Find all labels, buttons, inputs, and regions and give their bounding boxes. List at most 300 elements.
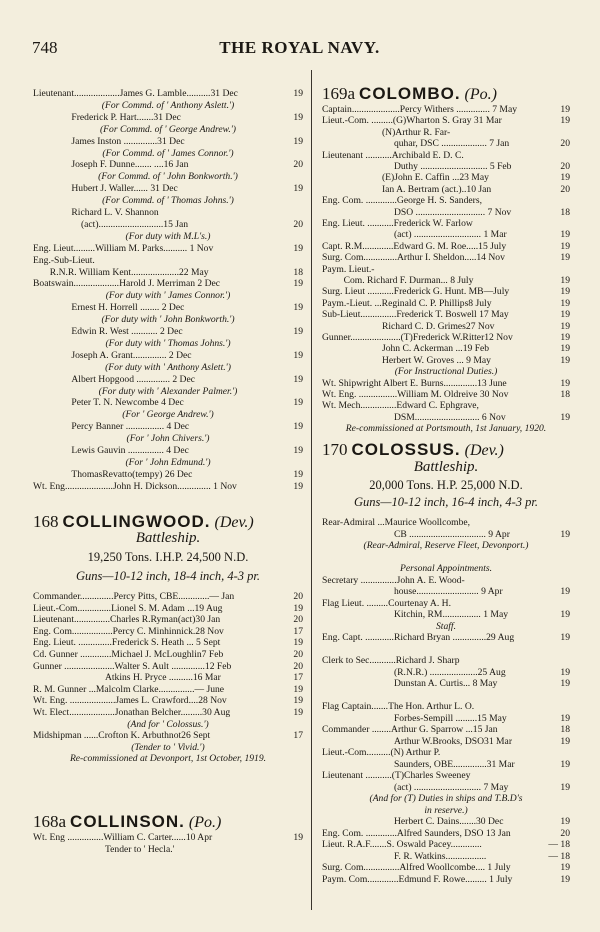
list-item <box>322 563 570 574</box>
entry-year: 19 <box>560 309 570 321</box>
list-item <box>33 421 303 432</box>
entry-text: Surg. Com..............Arthur I. Sheldon.....14 Nov <box>322 252 505 264</box>
list-item <box>322 115 570 126</box>
note-text: Re-commissioned at Portsmouth, 1st January, 1920. <box>345 423 547 435</box>
entry-text: Paym.-Lieut. ...Reginald C. P. Phillips8 July <box>322 297 492 309</box>
entry-text: Lieutenant...............Charles R.Ryman(act)30 Jan <box>33 614 221 626</box>
list-item <box>322 321 570 332</box>
entry-text: (E)John E. Caffin ...23 May <box>322 172 489 184</box>
entry-text: Kitchin, RM................ 1 May <box>322 609 509 620</box>
entry-text: Captain....................Percy Withers .............. 7 May <box>322 104 518 115</box>
entry-text: DSO ............................. 7 Nov <box>322 206 512 218</box>
list-item <box>33 124 303 135</box>
list-item <box>322 229 570 240</box>
section-heading-colombo: 169a COLOMBO. (Po.) <box>322 84 497 103</box>
entry-text: Commander..............Percy Pitts, CBE.............— Jan <box>33 591 235 602</box>
note-text: Staff. <box>436 620 456 632</box>
list-item <box>33 707 303 718</box>
entry-text: Lieutenant...................James G. Lamble..........31 Dec <box>33 88 238 99</box>
entry-text: Eng. Com.................Percy C. Minhinnick.28 Nov <box>33 625 224 637</box>
note-text: in reserve.) <box>424 804 468 816</box>
note-text: (And for ' Colossus.') <box>127 718 209 730</box>
list-item <box>33 409 303 420</box>
list-item <box>322 862 570 873</box>
list-item <box>33 100 303 111</box>
list-item <box>33 730 303 741</box>
entry-year: 19 <box>560 862 570 873</box>
entry-text: Sub-Lieut...............Frederick T. Boswell 17 May <box>322 309 509 321</box>
list-item <box>33 374 303 385</box>
entry-text: Peter T. N. Newcombe 4 Dec <box>33 397 184 409</box>
list-item <box>33 267 303 278</box>
entry-year: 19 <box>560 758 570 770</box>
entry-year: 18 <box>560 206 570 218</box>
list-item <box>33 457 303 468</box>
list-item <box>322 207 570 218</box>
note-text: (For Commd. of ' George Andrew.') <box>99 123 236 135</box>
entry-text: Wt. Elect...................Jonathan Belcher.........30 Aug <box>33 707 231 718</box>
entry-year: 19 <box>560 781 570 793</box>
list-item <box>33 314 303 325</box>
entry-year: 18 <box>293 266 303 278</box>
note-text: Re-commissioned at Devonport, 1st October, 1919. <box>69 753 267 765</box>
entry-year: 19 <box>560 632 570 643</box>
entry-year: 19 <box>560 252 570 264</box>
entry-year: 19 <box>293 278 303 290</box>
entry-text: (N)Arthur R. Far- <box>322 126 451 138</box>
entry-year: 20 <box>293 614 303 626</box>
list-item <box>322 264 570 275</box>
entry-year: 19 <box>293 302 303 314</box>
list-item <box>33 302 303 313</box>
entry-year: 19 <box>560 240 570 252</box>
entry-year: 19 <box>293 468 303 480</box>
entry-text: Wt. Eng....................John H. Dickson.............. 1 Nov <box>33 480 237 492</box>
entry-text: Frederick P. Hart.......31 Dec <box>33 111 181 123</box>
note-text: (For ' John Edmund.') <box>125 456 211 468</box>
entry-text: Cd. Gunner .............Michael J. McLoughlin7 Feb <box>33 649 224 660</box>
ship-specs-guns: Guns—10-12 inch, 18-4 inch, 4-3 pr. <box>75 569 260 583</box>
note-text: (For Commd. of ' James Connor.') <box>102 147 234 159</box>
ship-specs-tonnage: 19,250 Tons. I.H.P. 24,500 N.D. <box>87 550 249 564</box>
list-item <box>322 184 570 195</box>
entry-text: Lieutenant ...........Archibald E. D. C. <box>322 149 464 161</box>
list-item <box>322 195 570 206</box>
list-item <box>322 724 570 735</box>
entry-year: 19 <box>560 229 570 241</box>
ship-type: Battleship. <box>413 459 479 475</box>
entry-text: (act)...........................15 Jan <box>33 218 189 230</box>
note-text: (For duty with ' Alexander Palmer.') <box>98 385 238 397</box>
list-item <box>322 816 570 827</box>
entry-text: Richard C. D. Grimes27 Nov <box>322 320 495 332</box>
list-item <box>33 326 303 337</box>
list-item <box>33 243 303 254</box>
list-item <box>322 609 570 620</box>
list-item <box>322 621 570 632</box>
entry-text: (R.N.R.) ....................25 Aug <box>322 666 506 678</box>
entry-year: 19 <box>560 343 570 355</box>
list-item <box>33 672 303 683</box>
entry-text: house.......................... 9 Apr <box>322 586 503 597</box>
list-item <box>322 540 570 551</box>
entry-year: 19 <box>560 115 570 127</box>
list-item <box>322 355 570 366</box>
entry-year: 19 <box>560 297 570 309</box>
note-text: (For duty with M.L's.) <box>125 230 211 242</box>
entry-year: 19 <box>560 411 570 423</box>
list-item <box>33 753 303 764</box>
entry-year: 19 <box>293 602 303 614</box>
list-item <box>33 603 303 614</box>
entry-year: 18 <box>560 724 570 735</box>
entry-text: Capt. R.M.............Edward G. M. Roe.....15 July <box>322 240 507 252</box>
entry-text: Edwin R. West ........... 2 Dec <box>33 326 183 337</box>
entry-year: 17 <box>293 625 303 637</box>
list-item <box>322 218 570 229</box>
entry-text: Surg. Com...............Alfred Woollcombe.... 1 July <box>322 862 511 873</box>
entry-year: 19 <box>560 286 570 298</box>
list-item <box>322 793 570 804</box>
note-text: (For Commd. of ' Anthony Aslett.') <box>101 99 235 111</box>
entry-text: Wt. Eng. ................William M. Oldreive 30 Nov <box>322 389 509 400</box>
ship-specs-guns: Guns—10-12 inch, 16-4 inch, 4-3 pr. <box>353 495 538 509</box>
entry-text: Eng. Lieut. ...........Frederick W. Farlow <box>322 218 473 229</box>
entry-year: 19 <box>293 832 303 843</box>
entry-year: 19 <box>560 666 570 678</box>
page-title: THE ROYAL NAVY. <box>219 38 380 57</box>
entry-text: Joseph A. Grant.............. 2 Dec <box>33 349 192 361</box>
list-item <box>322 851 570 862</box>
entry-text: Midshipman ......Crofton K. Arbuthnot26 Sept <box>33 730 211 742</box>
entry-text: Lewis Gauvin ............... 4 Dec <box>33 445 189 456</box>
entry-text: CB ................................ 9 Apr <box>322 528 510 540</box>
entry-text: Joseph F. Dunne....... ....16 Jan <box>33 159 189 171</box>
section-heading-collingwood: 168 COLLINGWOOD. (Dev.) <box>33 512 254 531</box>
entry-year: 19 <box>560 735 570 747</box>
list-item <box>322 241 570 252</box>
entry-year: — 18 <box>548 839 570 850</box>
entry-year: 19 <box>560 354 570 366</box>
list-item <box>322 400 570 411</box>
entry-text: Commander ........Arthur G. Sparrow ...15 Jan <box>322 724 498 735</box>
list-item <box>322 667 570 678</box>
list-item <box>322 517 570 528</box>
entry-text: R.N.R. William Kent....................22 May <box>33 266 209 278</box>
list-item <box>322 736 570 747</box>
list-item <box>322 644 570 655</box>
entry-year: — 18 <box>548 850 570 862</box>
list-item <box>322 378 570 389</box>
list-item <box>322 678 570 689</box>
entry-text: Herbert W. Groves ... 9 May <box>322 354 491 366</box>
list-item <box>33 445 303 456</box>
list-item <box>322 874 570 885</box>
section-heading-collinson: 168a COLLINSON. (Po.) <box>33 812 222 831</box>
list-item <box>33 136 303 147</box>
list-item <box>33 183 303 194</box>
entry-text: Wt. Mech...............Edward C. Ephgrave, <box>322 400 479 412</box>
list-item <box>322 172 570 183</box>
list-item <box>322 805 570 816</box>
entry-text: Eng. Lieut. ..............Frederick S. Heath ... 5 Sept <box>33 637 221 649</box>
list-item <box>33 832 303 843</box>
entry-year: 19 <box>560 332 570 343</box>
list-item <box>33 148 303 159</box>
entry-text: Lieut. R.A.F.......S. Oswald Pacey............. <box>322 839 482 850</box>
page-header <box>32 38 567 62</box>
list-item <box>322 529 570 540</box>
entry-year: 19 <box>293 637 303 649</box>
entry-text: Secretary ...............John A. E. Wood- <box>322 574 465 586</box>
list-item <box>322 713 570 724</box>
list-item <box>322 770 570 781</box>
entry-year: 19 <box>293 421 303 433</box>
list-item <box>33 255 303 266</box>
entry-year: 19 <box>293 326 303 337</box>
list-item <box>33 207 303 218</box>
entry-year: 19 <box>560 712 570 724</box>
entry-text: Hubert J. Waller...... 31 Dec <box>33 183 178 195</box>
entry-year: 19 <box>293 373 303 385</box>
entry-year: 19 <box>560 104 570 115</box>
list-item <box>33 350 303 361</box>
entry-year: 19 <box>293 445 303 456</box>
entry-text: Ian A. Bertram (act.)..10 Jan <box>322 183 492 195</box>
list-item <box>322 747 570 758</box>
list-item <box>33 649 303 660</box>
entry-text: quhar, DSC ................... 7 Jan <box>322 138 510 150</box>
list-item <box>322 828 570 839</box>
entry-text: Dunstan A. Curtis... 8 May <box>322 678 498 689</box>
entry-text: Ernest H. Horrell ........ 2 Dec <box>33 302 185 314</box>
entry-text: Richard L. V. Shannon <box>33 207 159 218</box>
list-item <box>33 626 303 637</box>
list-item <box>322 309 570 320</box>
list-item <box>322 690 570 701</box>
list-item <box>33 591 303 602</box>
list-item <box>322 782 570 793</box>
list-item <box>322 343 570 354</box>
entry-text: Wt. Eng. ...................James L. Crawford....28 Nov <box>33 695 227 707</box>
list-item <box>33 433 303 444</box>
list-item <box>33 112 303 123</box>
note-text: (And for (T) Duties in ships and T.B.D's <box>369 793 523 804</box>
list-item <box>322 127 570 138</box>
entry-text: (act) ............................ 1 Mar <box>322 229 507 241</box>
ship-type: Battleship. <box>135 530 201 546</box>
entry-text: John C. Ackerman ...19 Feb <box>322 343 490 355</box>
list-item <box>33 88 303 99</box>
list-item <box>33 481 303 492</box>
entry-year: 19 <box>293 480 303 492</box>
entry-text: Flag Captain.......The Hon. Arthur L. O. <box>322 701 475 712</box>
entry-year: 19 <box>560 275 570 286</box>
entry-text: Saunders, OBE..............31 Mar <box>322 758 515 770</box>
entry-year: 19 <box>293 135 303 147</box>
note-text: (For ' George Andrew.') <box>122 409 214 421</box>
entry-year: 20 <box>293 660 303 672</box>
entry-year: 19 <box>293 707 303 718</box>
entry-year: 17 <box>293 730 303 742</box>
list-item <box>33 844 303 855</box>
entry-year: 19 <box>560 377 570 389</box>
entry-text: Tender to ' Hecla.' <box>33 843 175 855</box>
list-item <box>322 423 570 434</box>
entry-year: 19 <box>293 349 303 361</box>
entry-text: Surg. Lieut ...........Frederick G. Hunt. MB—July <box>322 286 510 298</box>
entry-text: Wt. Eng ...............William C. Carter......10 Apr <box>33 832 213 843</box>
list-item <box>322 586 570 597</box>
entry-text: Gunner .....................Walter S. Ault ..............12 Feb <box>33 660 232 672</box>
list-item <box>322 332 570 343</box>
list-item <box>33 290 303 301</box>
entry-text: Lieut.-Com..............Lionel S. M. Adam ...19 Aug <box>33 602 223 614</box>
column-divider <box>311 70 312 910</box>
list-item <box>322 150 570 161</box>
page-number: 748 <box>32 38 58 57</box>
list-item <box>322 701 570 712</box>
entry-text: Gunner.....................(T)Frederick W.Ritter12 Nov <box>322 332 513 343</box>
entry-year: 17 <box>293 672 303 684</box>
list-item <box>322 839 570 850</box>
list-item <box>33 614 303 625</box>
list-item <box>33 397 303 408</box>
ship-specs-tonnage: 20,000 Tons. H.P. 25,000 N.D. <box>369 478 523 492</box>
list-item <box>33 338 303 349</box>
entry-year: 19 <box>560 320 570 332</box>
entry-text: ThomasRevatto(tempy) 26 Dec <box>33 468 193 480</box>
entry-text: Eng.-Sub-Lieut. <box>33 254 95 266</box>
entry-text: Atkins H. Pryce ..........16 Mar <box>33 672 221 684</box>
entry-text: Lieutenant ...........(T)Charles Sweeney <box>322 770 471 781</box>
entry-text: Forbes-Sempill .........15 May <box>322 712 507 724</box>
list-item <box>322 286 570 297</box>
list-item <box>33 195 303 206</box>
entry-text: Flag Lieut. .........Courtenay A. H. <box>322 597 451 609</box>
list-item <box>322 655 570 666</box>
list-item <box>322 104 570 115</box>
note-text: (Rear-Admiral, Reserve Fleet, Devonport.) <box>363 540 529 551</box>
list-item <box>33 637 303 648</box>
entry-text: Paym. Lieut.- <box>322 263 375 275</box>
list-item <box>322 161 570 172</box>
list-item <box>322 389 570 400</box>
list-item <box>322 598 570 609</box>
entry-text: Albert Hopgood .............. 2 Dec <box>33 373 196 385</box>
list-item <box>33 386 303 397</box>
note-text: (For Commd. of ' Thomas Johns.') <box>102 195 234 207</box>
entry-text: Paym. Com.............Edmund F. Rowe......... 1 July <box>322 873 513 885</box>
note-text: (For Instructional Duties.) <box>394 366 498 378</box>
entry-year: 18 <box>560 389 570 400</box>
list-item <box>322 632 570 643</box>
entry-text: Wt. Shipwright Albert E. Burns..............13 June <box>322 377 507 389</box>
entry-year: 19 <box>293 695 303 707</box>
note-text: (For duty with ' James Connor.') <box>105 290 231 302</box>
list-item <box>33 661 303 672</box>
note-text: (For duty with ' Anthony Aslett.') <box>105 361 231 373</box>
entry-year: 20 <box>293 218 303 230</box>
entry-year: 19 <box>293 242 303 254</box>
list-item <box>33 278 303 289</box>
entry-text: Eng. Lieut.........William M. Parks.......... 1 Nov <box>33 242 214 254</box>
list-item <box>322 552 570 563</box>
entry-year: 20 <box>560 183 570 195</box>
entry-year: 19 <box>560 816 570 827</box>
note-text: Personal Appointments. <box>399 563 493 574</box>
list-item <box>322 252 570 263</box>
entry-year: 20 <box>560 827 570 839</box>
list-item <box>33 684 303 695</box>
entry-year: 19 <box>560 873 570 885</box>
entry-year: 19 <box>293 111 303 123</box>
entry-year: 19 <box>560 528 570 540</box>
entry-text: (act) ............................ 7 May <box>322 781 509 793</box>
entry-year: 20 <box>560 161 570 172</box>
entry-year: 20 <box>293 591 303 602</box>
entry-text: Herbert C. Dains.......30 Dec <box>322 816 504 827</box>
entry-text: Com. Richard F. Durman... 8 July <box>322 275 474 286</box>
entry-text: Percy Banner ................ 4 Dec <box>33 421 190 433</box>
list-item <box>322 412 570 423</box>
entry-text: F. R. Watkins................. <box>322 850 487 862</box>
entry-text: Boatswain...................Harold J. Merriman 2 Dec <box>33 278 221 290</box>
section-heading-colossus: 170 COLOSSUS. (Dev.) <box>322 440 504 459</box>
list-item <box>322 298 570 309</box>
entry-year: 19 <box>293 397 303 409</box>
note-text: (For ' John Chivers.') <box>126 433 210 445</box>
list-item <box>322 138 570 149</box>
entry-text: Eng. Capt. ............Richard Bryan ..............29 Aug <box>322 632 515 643</box>
entry-year: 19 <box>293 88 303 99</box>
entry-year: 20 <box>560 138 570 150</box>
note-text: (For Commd. of ' John Bonkworth.') <box>98 171 238 183</box>
entry-text: Eng. Com. .............Alfred Saunders, DSO 13 Jan <box>322 827 511 839</box>
entry-year: 19 <box>293 183 303 195</box>
entry-year: 20 <box>293 649 303 660</box>
entry-year: 19 <box>560 172 570 184</box>
entry-year: 19 <box>560 586 570 597</box>
list-item <box>33 719 303 730</box>
list-item <box>33 231 303 242</box>
list-item <box>33 159 303 170</box>
list-item <box>33 742 303 753</box>
entry-text: Duthy ............................ 5 Feb <box>322 161 512 172</box>
note-text: (For duty with ' John Bonkworth.') <box>101 314 235 326</box>
entry-year: 19 <box>293 683 303 695</box>
list-item <box>322 759 570 770</box>
entry-year: 19 <box>560 609 570 620</box>
entry-year: 19 <box>560 678 570 689</box>
entry-text: Clerk to Sec...........Richard J. Sharp <box>322 655 460 666</box>
list-item <box>33 469 303 480</box>
note-text: (For duty with ' Thomas Johns.') <box>105 337 231 349</box>
note-text: (Tender to ' Vivid.') <box>131 741 205 753</box>
entry-text: Eng. Com. .............George H. S. Sanders, <box>322 195 482 207</box>
list-item <box>33 695 303 706</box>
entry-text: Lieut.-Com..........(N) Arthur P. <box>322 747 441 758</box>
entry-text: R. M. Gunner ...Malcolm Clarke...............— June <box>33 683 225 695</box>
list-item <box>322 275 570 286</box>
list-item <box>33 362 303 373</box>
entry-year: 20 <box>293 159 303 171</box>
entry-text: Arthur W.Brooks, DSO31 Mar <box>322 735 513 747</box>
list-item <box>33 219 303 230</box>
entry-text: DSM........................... 6 Nov <box>322 411 506 423</box>
list-item <box>322 575 570 586</box>
list-item <box>33 171 303 182</box>
